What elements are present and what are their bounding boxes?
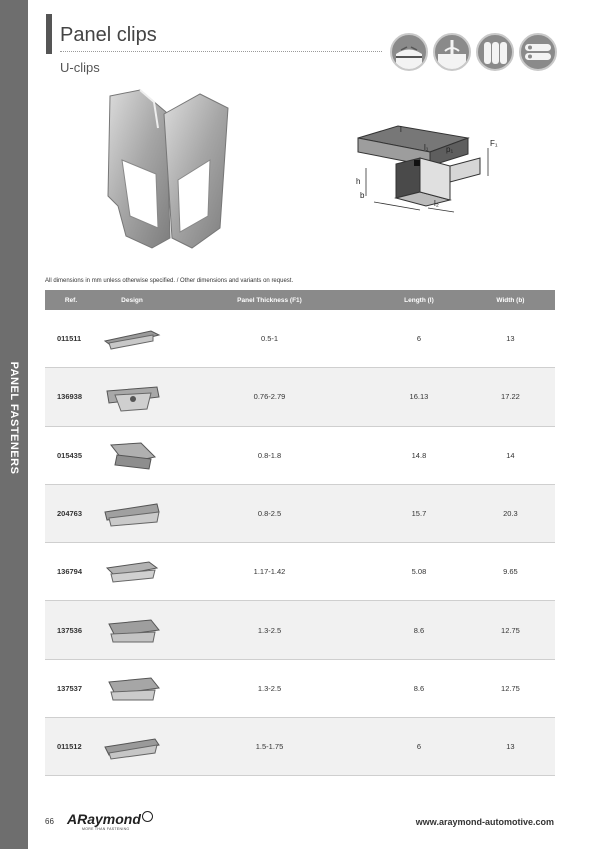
clip-thumbnail <box>101 731 163 763</box>
table-row <box>45 426 555 484</box>
length-cell: 14.8 <box>372 426 466 484</box>
length-cell: 8.6 <box>372 659 466 717</box>
cylinders-icon <box>476 33 514 71</box>
clip-thumbnail <box>101 439 163 471</box>
length-cell: 5.08 <box>372 543 466 601</box>
u-clip-product-image <box>96 88 234 260</box>
design-cell <box>97 368 167 426</box>
width-cell: 12.75 <box>466 601 555 659</box>
col-ref: Ref. <box>45 290 97 310</box>
width-cell: 12.75 <box>466 659 555 717</box>
width-cell: 13 <box>466 310 555 368</box>
design-cell <box>97 659 167 717</box>
table-row <box>45 368 555 426</box>
width-cell: 14 <box>466 426 555 484</box>
ref-cell: 136938 <box>45 368 97 426</box>
side-bar <box>0 0 28 849</box>
col-width: Width (b) <box>466 290 555 310</box>
product-table <box>45 290 555 776</box>
diagram-label-b: b <box>360 191 365 200</box>
diagram-label-f1: F₁ <box>490 139 498 148</box>
diagram-label-l2: l₂ <box>434 199 439 208</box>
table-row <box>45 659 555 717</box>
thickness-cell: 0.8-2.5 <box>167 484 372 542</box>
width-cell: 20.3 <box>466 484 555 542</box>
ref-cell: 011511 <box>45 310 97 368</box>
ref-cell: 204763 <box>45 484 97 542</box>
design-cell <box>97 718 167 776</box>
thickness-cell: 1.5-1.75 <box>167 718 372 776</box>
logo-text: ARaymond <box>67 811 141 827</box>
diagram-label-p1: p₁ <box>446 145 454 154</box>
table-header-row <box>45 290 555 310</box>
width-cell: 9.65 <box>466 543 555 601</box>
diagram-label-l1: l₁ <box>424 143 429 152</box>
ref-cell: 137537 <box>45 659 97 717</box>
design-cell <box>97 601 167 659</box>
tubes-icon <box>519 33 557 71</box>
stud-icon <box>433 33 471 71</box>
col-length: Length (l) <box>372 290 466 310</box>
ref-cell: 015435 <box>45 426 97 484</box>
table-row <box>45 601 555 659</box>
section-label: PANEL FASTENERS <box>8 361 20 475</box>
application-icons <box>390 33 557 71</box>
col-thickness: Panel Thickness (F1) <box>167 290 372 310</box>
width-cell: 17.22 <box>466 368 555 426</box>
thickness-cell: 0.76-2.79 <box>167 368 372 426</box>
length-cell: 6 <box>372 718 466 776</box>
table-row <box>45 543 555 601</box>
clip-thumbnail <box>101 672 163 704</box>
clip-thumbnail <box>101 614 163 646</box>
length-cell: 15.7 <box>372 484 466 542</box>
surface-icon <box>390 33 428 71</box>
dimension-diagram <box>350 118 510 222</box>
clip-thumbnail <box>101 323 163 355</box>
table-row <box>45 310 555 368</box>
width-cell: 13 <box>466 718 555 776</box>
design-cell <box>97 543 167 601</box>
col-design: Design <box>97 290 167 310</box>
length-cell: 16.13 <box>372 368 466 426</box>
length-cell: 8.6 <box>372 601 466 659</box>
thickness-cell: 1.3-2.5 <box>167 601 372 659</box>
dimensions-note: All dimensions in mm unless otherwise specified. / Other dimensions and variants on request. <box>45 278 294 284</box>
thickness-cell: 0.8-1.8 <box>167 426 372 484</box>
ref-cell: 011512 <box>45 718 97 776</box>
thickness-cell: 0.5-1 <box>167 310 372 368</box>
logo-emblem-icon <box>142 811 153 822</box>
ref-cell: 136794 <box>45 543 97 601</box>
title-accent-bar <box>46 14 52 54</box>
clip-thumbnail <box>101 381 163 413</box>
diagram-label-l: l <box>400 125 402 134</box>
clip-thumbnail <box>101 556 163 588</box>
thickness-cell: 1.17-1.42 <box>167 543 372 601</box>
page-title: Panel clips <box>60 24 157 46</box>
thickness-cell: 1.3-2.5 <box>167 659 372 717</box>
length-cell: 6 <box>372 310 466 368</box>
table-row <box>45 718 555 776</box>
diagram-label-h: h <box>356 177 361 186</box>
page-number: 66 <box>45 817 54 826</box>
ref-cell: 137536 <box>45 601 97 659</box>
title-divider <box>60 51 382 52</box>
logo-tagline: MORE THAN FASTENING <box>82 827 130 831</box>
table-row <box>45 484 555 542</box>
clip-thumbnail <box>101 498 163 530</box>
design-cell <box>97 484 167 542</box>
design-cell <box>97 426 167 484</box>
design-cell <box>97 310 167 368</box>
araymond-logo[interactable] <box>67 811 153 827</box>
page-subtitle: U-clips <box>60 60 100 75</box>
website-link[interactable]: www.araymond-automotive.com <box>415 817 554 827</box>
